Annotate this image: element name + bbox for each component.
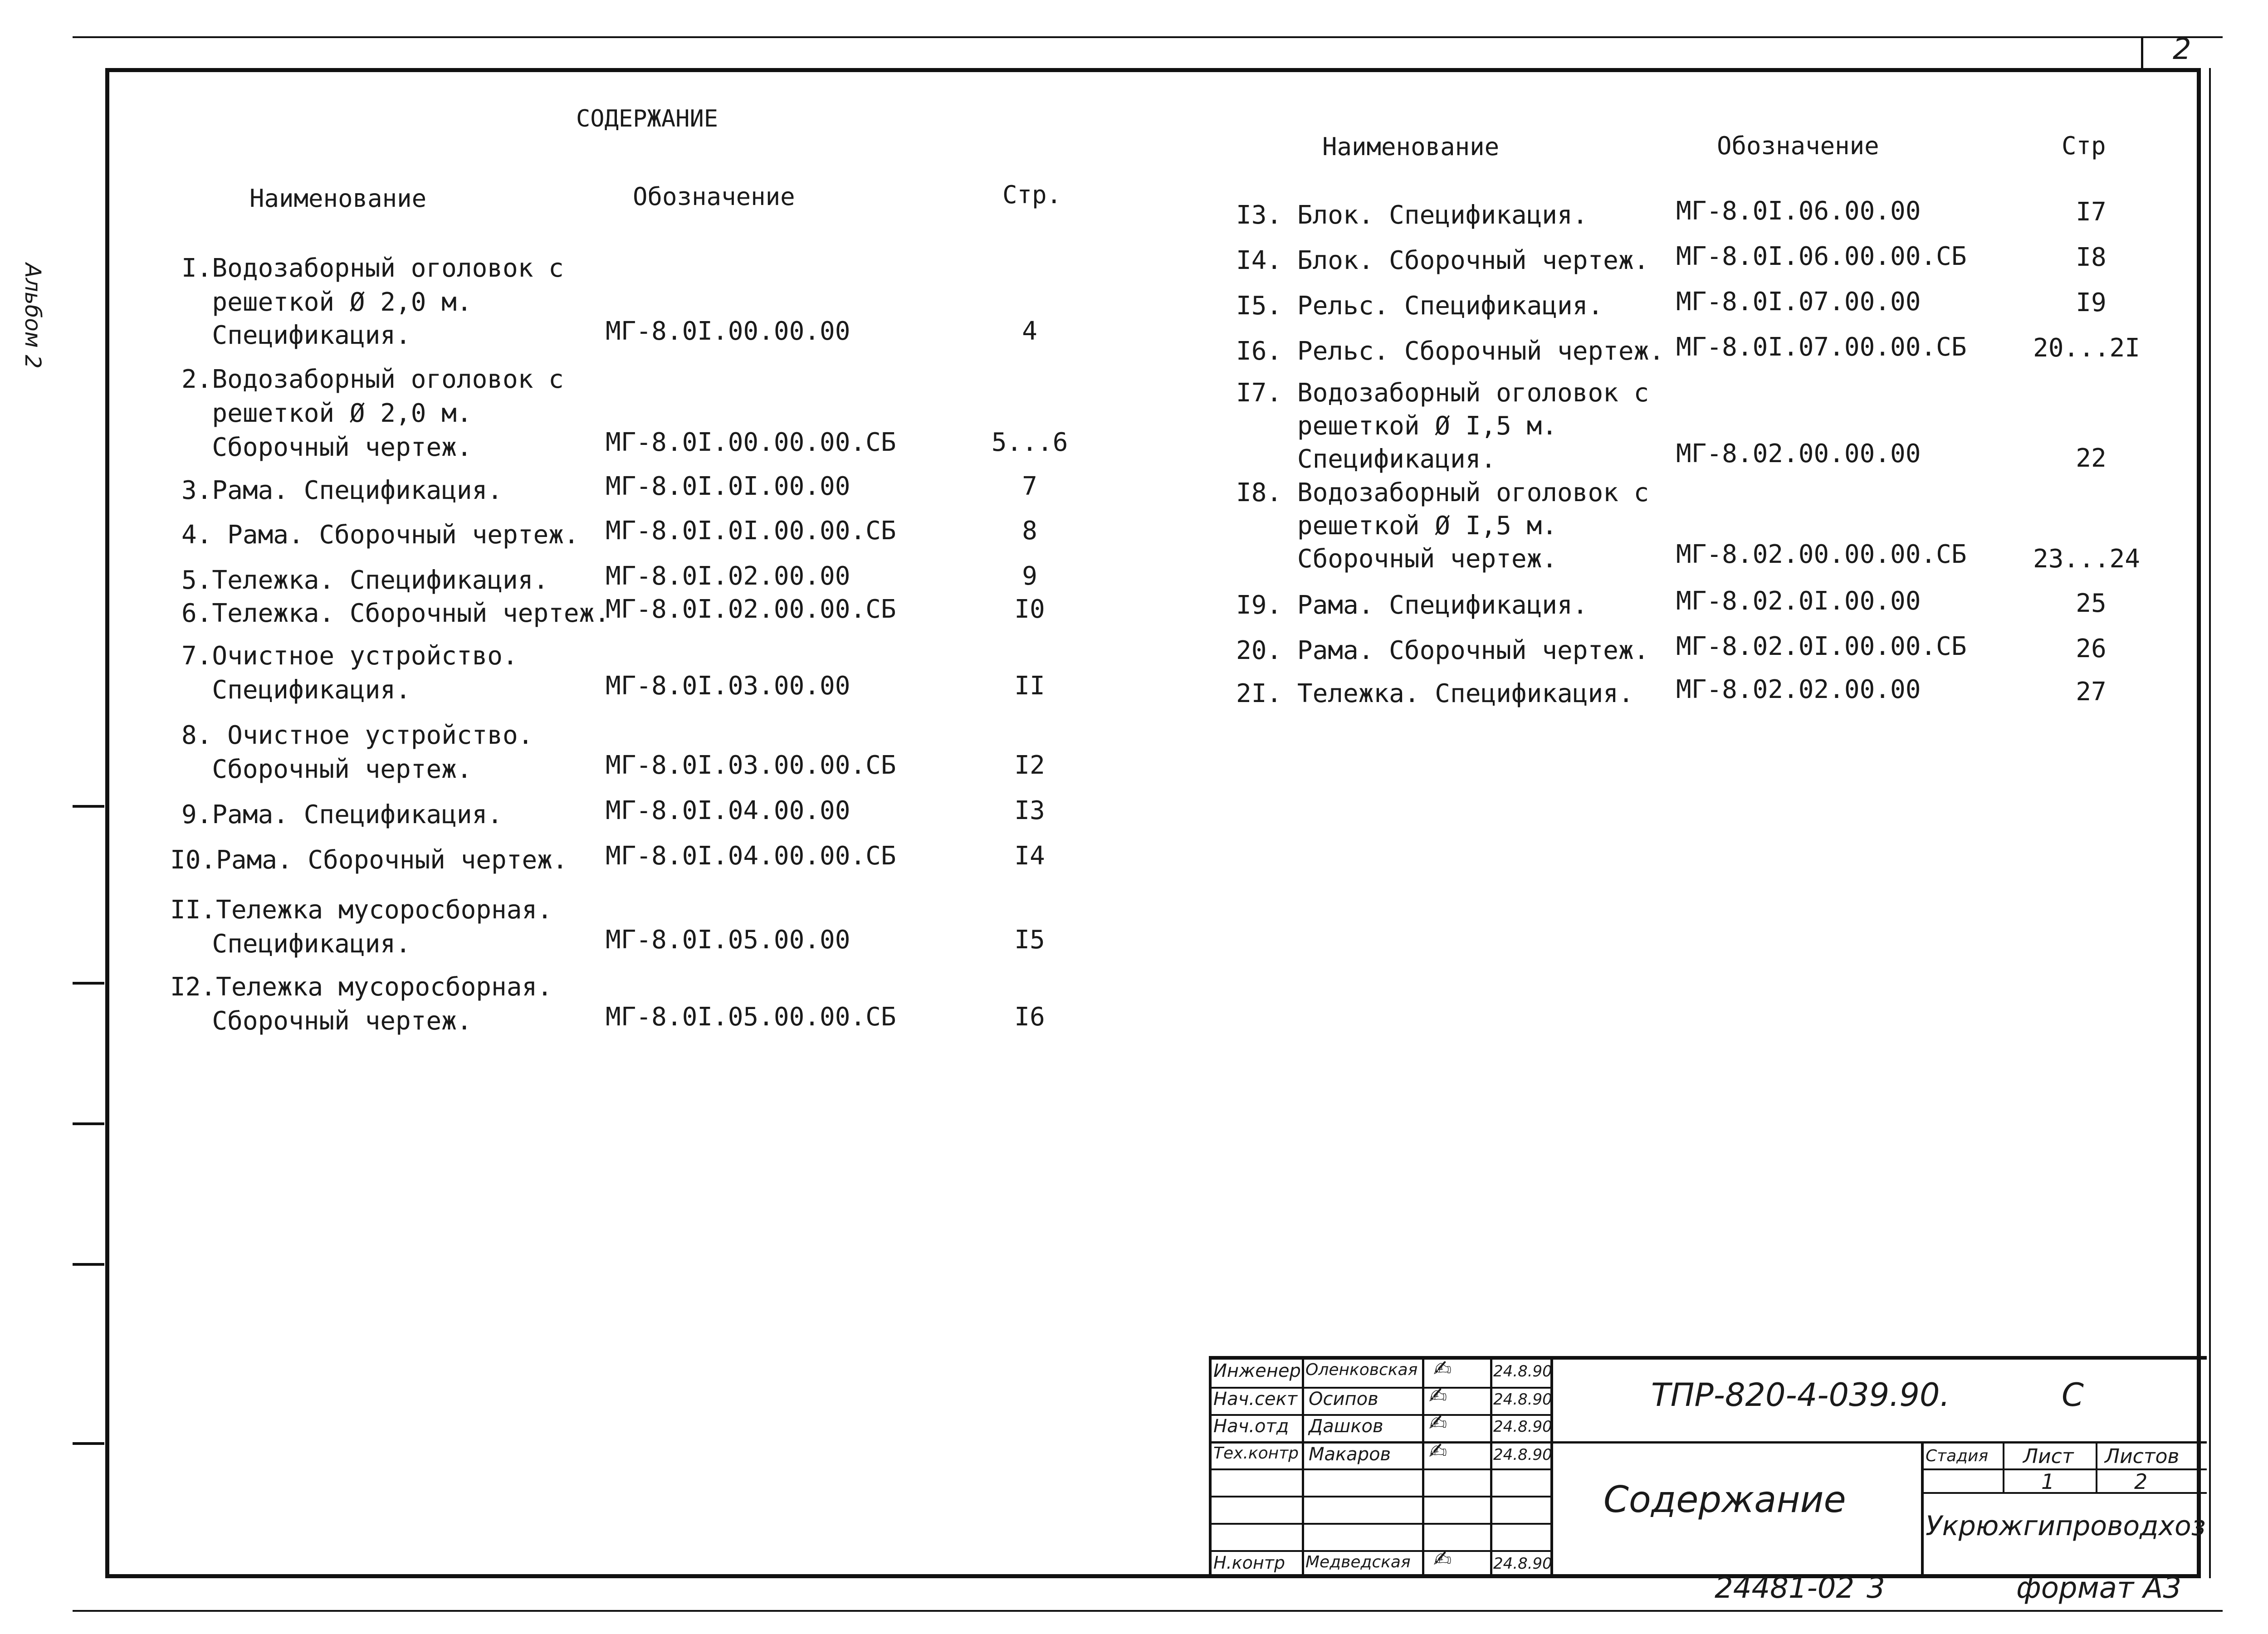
tb-line xyxy=(1209,1523,1551,1525)
item-code: МГ-8.0I.02.00.00 xyxy=(606,561,850,591)
item-code: МГ-8.0I.05.00.00 xyxy=(606,925,850,955)
page-title: СОДЕРЖАНИЕ xyxy=(576,105,719,132)
item-page: 27 xyxy=(2076,677,2107,707)
tb-date: 24.8.90 xyxy=(1493,1555,1552,1573)
tb-date: 24.8.90 xyxy=(1493,1446,1552,1464)
item-page: 5...6 xyxy=(991,428,1068,457)
item-name-line: 7.Очистное устройство. xyxy=(181,641,518,671)
item-page: I6 xyxy=(1014,1002,1045,1032)
item-code: МГ-8.0I.0I.00.00 xyxy=(606,472,850,501)
item-page: I5 xyxy=(1014,925,1045,955)
tb-line xyxy=(1921,1441,1924,1578)
sheet-bottom-line xyxy=(73,1610,2223,1612)
margin-tick xyxy=(73,1442,104,1445)
item-page: I8 xyxy=(2076,243,2107,272)
tb-date: 24.8.90 xyxy=(1493,1418,1552,1436)
item-name-line: 5.Тележка. Спецификация. xyxy=(181,566,549,595)
item-page: I3 xyxy=(1014,796,1045,825)
margin-note: Альбом 2 xyxy=(20,263,45,369)
item-code: МГ-8.02.00.00.00 xyxy=(1676,439,1921,468)
item-code: МГ-8.0I.00.00.00.СБ xyxy=(606,428,896,457)
tb-person: Дашков xyxy=(1309,1416,1383,1437)
tb-person: Оленковская xyxy=(1305,1361,1418,1379)
signature-mark: ✍ xyxy=(1433,1356,1452,1381)
tb-line xyxy=(1209,1356,1212,1578)
item-page: 8 xyxy=(1022,516,1037,546)
sheets-value: 2 xyxy=(2134,1469,2148,1494)
document-code: ТПР-820-4-039.90. xyxy=(1651,1376,1950,1414)
tb-line xyxy=(1422,1356,1424,1578)
item-name-line: Сборочный чертеж. xyxy=(1236,544,1558,574)
item-page: 9 xyxy=(1022,561,1037,591)
item-name-line: II.Тележка мусоросборная. xyxy=(170,895,552,925)
item-page: 25 xyxy=(2076,589,2107,618)
archive-number: 3 xyxy=(1867,1571,1885,1605)
item-page: I7 xyxy=(2076,197,2107,227)
margin-tick xyxy=(73,982,104,985)
item-page: 22 xyxy=(2076,444,2107,473)
item-name-line: Сборочный чертеж. xyxy=(181,755,472,784)
item-name-line: I.Водозаборный оголовок с xyxy=(181,254,564,283)
tb-role: Тех.контр xyxy=(1213,1444,1299,1463)
tb-line xyxy=(1209,1356,2207,1360)
sheet-label: Лист xyxy=(2023,1445,2074,1468)
tb-line xyxy=(1302,1356,1304,1578)
item-name-line: Спецификация. xyxy=(181,675,411,705)
item-code: МГ-8.0I.06.00.00.СБ xyxy=(1676,242,1967,271)
item-name-line: решеткой Ø 2,0 м. xyxy=(181,399,472,428)
item-code: МГ-8.0I.07.00.00 xyxy=(1676,287,1921,317)
archive-code: 24481-02 xyxy=(1715,1571,1855,1605)
item-code: МГ-8.0I.02.00.00.СБ xyxy=(606,595,896,624)
tb-line xyxy=(2003,1441,2004,1493)
item-page: II xyxy=(1014,671,1045,701)
tb-line xyxy=(1209,1468,1551,1470)
signature-mark: ✍ xyxy=(1433,1546,1452,1572)
sheet-value: 1 xyxy=(2041,1469,2055,1494)
item-name-line: I0.Рама. Сборочный чертеж. xyxy=(170,845,568,875)
tb-person: Осипов xyxy=(1309,1389,1378,1410)
item-name-line: решеткой Ø I,5 м. xyxy=(1236,511,1558,541)
tb-role: Инженер xyxy=(1213,1361,1301,1381)
item-code: МГ-8.0I.05.00.00.СБ xyxy=(606,1002,896,1032)
item-name-line: Спецификация. xyxy=(181,321,411,350)
item-code: МГ-8.0I.06.00.00 xyxy=(1676,196,1921,226)
item-code: МГ-8.02.0I.00.00.СБ xyxy=(1676,632,1967,661)
item-name-line: Сборочный чертеж. xyxy=(181,433,472,462)
item-page: I9 xyxy=(2076,288,2107,317)
signature-mark: ✍ xyxy=(1429,1383,1447,1409)
right-header-designation: Обозначение xyxy=(1717,132,1879,160)
item-name-line: I7. Водозаборный оголовок с xyxy=(1236,378,1649,408)
left-header-name: Наименование xyxy=(249,184,427,213)
tb-role: Нач.сект xyxy=(1213,1389,1297,1410)
margin-tick xyxy=(73,805,104,808)
tb-date: 24.8.90 xyxy=(1493,1362,1552,1380)
item-code: МГ-8.0I.04.00.00 xyxy=(606,796,850,825)
item-name-line: I2.Тележка мусоросборная. xyxy=(170,972,552,1002)
item-page: I4 xyxy=(1014,841,1045,871)
tb-role: Н.контр xyxy=(1213,1553,1285,1573)
tb-line xyxy=(1490,1356,1492,1578)
item-page: 4 xyxy=(1022,317,1037,346)
item-page: 20...2I xyxy=(2033,333,2140,363)
tb-line xyxy=(1209,1496,1551,1497)
corner-box-left xyxy=(2141,36,2143,68)
tb-line xyxy=(1921,1492,2207,1494)
right-header-page: Стр xyxy=(2062,132,2106,160)
item-name-line: I9. Рама. Спецификация. xyxy=(1236,590,1588,620)
organization-name: Укрюжгипроводхоз xyxy=(1926,1510,2206,1542)
document-title: Содержание xyxy=(1603,1478,1846,1521)
margin-tick xyxy=(73,1263,104,1266)
item-name-line: 6.Тележка. Сборочный чертеж. xyxy=(181,599,610,628)
item-name-line: 8. Очистное устройство. xyxy=(181,721,533,750)
item-page: I0 xyxy=(1014,595,1045,624)
item-name-line: Спецификация. xyxy=(1236,444,1496,474)
tb-date: 24.8.90 xyxy=(1493,1390,1552,1409)
stage-label: Стадия xyxy=(1926,1447,1989,1465)
item-page: I2 xyxy=(1014,751,1045,780)
tb-line xyxy=(1209,1550,1551,1552)
frame-right-inner-line xyxy=(2209,68,2211,1578)
item-name-line: I5. Рельс. Спецификация. xyxy=(1236,291,1603,321)
tb-role: Нач.отд xyxy=(1213,1416,1289,1437)
signature-mark: ✍ xyxy=(1429,1439,1447,1464)
item-name-line: 2.Водозаборный оголовок с xyxy=(181,365,564,394)
item-name-line: Спецификация. xyxy=(181,929,411,959)
format-label: формат А3 xyxy=(2016,1571,2182,1605)
item-code: МГ-8.02.0I.00.00 xyxy=(1676,586,1921,616)
left-header-designation: Обозначение xyxy=(633,182,795,211)
item-name-line: 2I. Тележка. Спецификация. xyxy=(1236,679,1634,708)
item-code: МГ-8.0I.04.00.00.СБ xyxy=(606,841,896,871)
left-header-page: Стр. xyxy=(1002,180,1062,209)
item-name-line: решеткой Ø 2,0 м. xyxy=(181,288,472,317)
item-page: 26 xyxy=(2076,634,2107,663)
item-page: 7 xyxy=(1022,472,1037,501)
tb-person: Медведская xyxy=(1305,1553,1411,1571)
tb-line xyxy=(1550,1356,1553,1578)
right-header-name: Наименование xyxy=(1322,132,1500,161)
item-name-line: 3.Рама. Спецификация. xyxy=(181,476,503,505)
item-name-line: I4. Блок. Сборочный чертеж. xyxy=(1236,246,1649,275)
signature-mark: ✍ xyxy=(1429,1410,1447,1436)
item-name-line: Сборочный чертеж. xyxy=(181,1006,472,1036)
tb-person: Макаров xyxy=(1309,1444,1391,1465)
document-letter: С xyxy=(2062,1376,2084,1414)
item-code: МГ-8.0I.07.00.00.СБ xyxy=(1676,332,1967,362)
sheet-top-line xyxy=(73,36,2223,38)
item-code: МГ-8.0I.03.00.00.СБ xyxy=(606,751,896,780)
item-name-line: 9.Рама. Спецификация. xyxy=(181,800,503,829)
sheets-label: Листов xyxy=(2105,1445,2180,1468)
item-name-line: 4. Рама. Сборочный чертеж. xyxy=(181,520,579,550)
item-name-line: 20. Рама. Сборочный чертеж. xyxy=(1236,636,1649,665)
item-name-line: I3. Блок. Спецификация. xyxy=(1236,200,1588,230)
margin-tick xyxy=(73,1122,104,1125)
tb-line xyxy=(1209,1441,2207,1444)
item-code: МГ-8.0I.00.00.00 xyxy=(606,317,850,346)
item-name-line: I8. Водозаборный оголовок с xyxy=(1236,478,1649,507)
sheet-corner-number: 2 xyxy=(2173,33,2191,66)
item-code: МГ-8.02.02.00.00 xyxy=(1676,675,1921,704)
item-code: МГ-8.02.00.00.00.СБ xyxy=(1676,540,1967,569)
tb-line xyxy=(1921,1468,2207,1470)
tb-line xyxy=(2096,1441,2097,1493)
item-code: МГ-8.0I.0I.00.00.СБ xyxy=(606,516,896,546)
item-page: 23...24 xyxy=(2033,544,2140,574)
item-name-line: I6. Рельс. Сборочный чертеж. xyxy=(1236,337,1665,366)
item-name-line: решеткой Ø I,5 м. xyxy=(1236,411,1558,441)
item-code: МГ-8.0I.03.00.00 xyxy=(606,671,850,701)
